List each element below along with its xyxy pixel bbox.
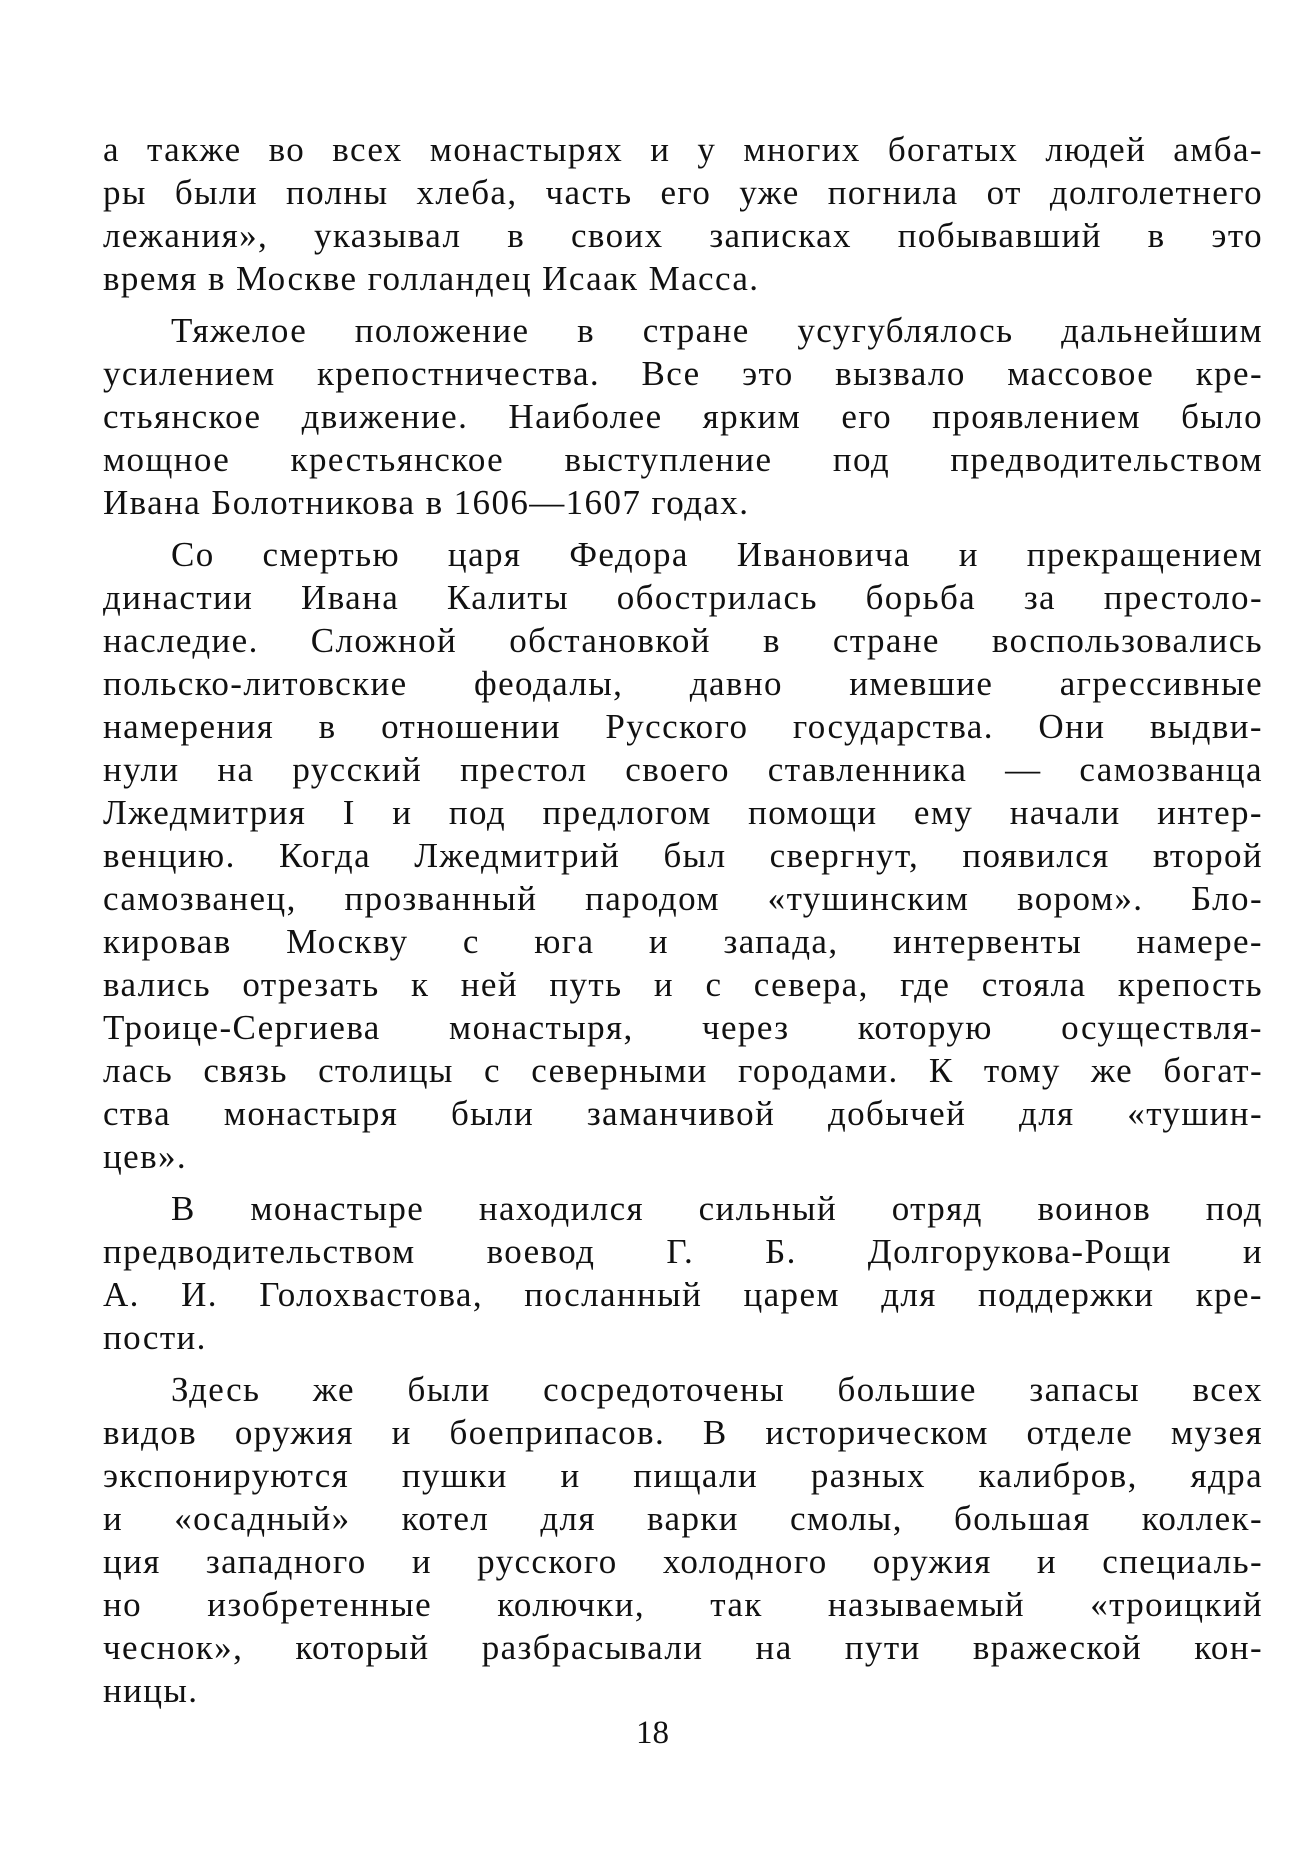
text-line: лась связь столицы с северными городами. К тому же богат- [103,1051,1263,1090]
text-line: Со смертью царя Федора Ивановича и прекращением [171,535,1263,574]
paragraph [103,533,1263,1178]
text-line: цев». [103,1137,188,1176]
text-line: время в Москве голландец Исаак Масса. [103,259,760,298]
text-line: а также во всех монастырях и у многих богатых людей амба- [103,130,1263,169]
text-line: вались отрезать к ней путь и с севера, где стояла крепость [103,965,1263,1004]
text-line: А. И. Голохвастова, посланный царем для поддержки кре- [103,1275,1263,1314]
paragraph [103,309,1263,524]
text-line: Троице-Сергиева монастыря, через которую осуществля- [103,1008,1263,1047]
text-line: ства монастыря были заманчивой добычей для «тушин- [103,1094,1263,1133]
text-line: польско-литовские феодалы, давно имевшие агрессивные [103,664,1263,703]
paragraph [103,1368,1263,1712]
text-line: лежания», указывал в своих записках побывавший в это [103,216,1263,255]
page-number: 18 [636,1715,669,1751]
paragraph [103,128,1263,300]
text-line: династии Ивана Калиты обострилась борьба за престоло- [103,578,1263,617]
text-line: стьянское движение. Наиболее ярким его проявлением было [103,397,1263,436]
text-line: видов оружия и боеприпасов. В историческом отделе музея [103,1413,1263,1452]
text-line: мощное крестьянское выступление под предводительством [103,440,1263,479]
text-line: чеснок», который разбрасывали на пути вражеской кон- [103,1628,1263,1667]
text-line: усилением крепостничества. Все это вызвало массовое кре- [103,354,1263,393]
text-line: и «осадный» котел для варки смолы, большая коллек- [103,1499,1263,1538]
text-line: ция западного и русского холодного оружия и специаль- [103,1542,1263,1581]
text-line: ницы. [103,1671,199,1710]
text-line: самозванец, прозванный пародом «тушинским вором». Бло- [103,879,1263,918]
text-line: наследие. Сложной обстановкой в стране воспользовались [103,621,1263,660]
text-line: кировав Москву с юга и запада, интервенты намере- [103,922,1263,961]
text-line: Ивана Болотникова в 1606—1607 годах. [103,483,750,522]
text-line: Здесь же были сосредоточены большие запасы всех [171,1370,1263,1409]
text-line: экспонируются пушки и пищали разных калибров, ядра [103,1456,1263,1495]
page-text [103,128,1263,1712]
text-line: Тяжелое положение в стране усугублялось дальнейшим [171,311,1263,350]
text-line: предводительством воевод Г. Б. Долгорукова-Рощи и [103,1232,1263,1271]
paragraph [103,1187,1263,1359]
text-line: пости. [103,1318,207,1357]
text-line: венцию. Когда Лжедмитрий был свергнут, появился второй [103,836,1263,875]
text-line: намерения в отношении Русского государства. Они выдви- [103,707,1263,746]
text-line: но изобретенные колючки, так называемый «троицкий [103,1585,1263,1624]
text-line: нули на русский престол своего ставленника — самозванца [103,750,1263,789]
text-line: В монастыре находился сильный отряд воинов под [171,1189,1263,1228]
text-line: Лжедмитрия I и под предлогом помощи ему начали интер- [103,793,1263,832]
text-line: ры были полны хлеба, часть его уже погнила от долголетнего [103,173,1263,212]
